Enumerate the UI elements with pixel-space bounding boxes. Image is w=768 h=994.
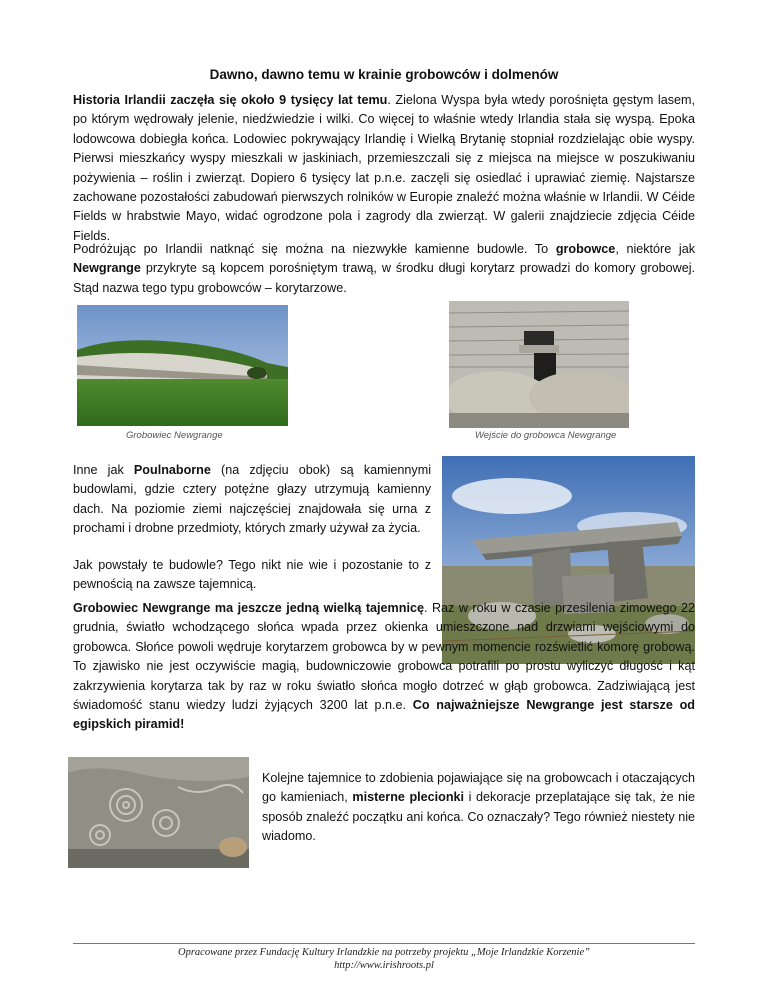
carved-stone-photo — [68, 757, 249, 868]
paragraph-text: przykryte są kopcem porośniętym trawą, w środku długi korytarz prowadzi do komory grobowej. Stąd nazwa tego typu grobowców – korytarzowe. — [73, 261, 695, 295]
footer-divider — [73, 943, 695, 944]
footer-credit: Opracowane przez Fundację Kultury Irlandzkie na potrzeby projektu „Moje Irlandzkie Korzenie” — [178, 947, 590, 958]
paragraph-decorations — [262, 769, 695, 847]
paragraph-history — [73, 91, 695, 246]
paragraph-text: Kolejne tajemnice to zdobienia pojawiające się na grobowcach i otaczających go kamieniach, — [262, 771, 695, 805]
paragraph-poulnaborne — [73, 461, 431, 539]
paragraph-text: . Zielona Wyspa była wtedy porośnięta gęstym lasem, po którym wędrowały jelenie, niedźwiedzie i wilki. Co więcej to właśnie wtedy Irlandia stała się wyspą. Epoka lodowcowa dobiegła końca. Lodowiec pokrywający Irlandię i Wielką Brytanię stopniał rozdzielając obie wyspy. Pierwsi mieszkańcy wyspy mieszkali w jaskiniach, przemieszczali się z miejsca na miejsce w poszukiwaniu pożywienia – roślin i zwierząt. Dopiero 6 tysięcy lat p.n.e. zaczęli się osiedlać i uprawiać ziemię. Najstarsze zachowane pozostałości zabudowań pierwszych rolników w Europie znaleźć można właśnie w Irlandii. W Céide Fields w hrabstwie Mayo, widać ogrodzone pola i zagrody dla zwierząt. W galerii znajdziecie zdjęcia Céide Fields. — [73, 93, 695, 243]
bold-lead: Grobowiec Newgrange ma jeszcze jedną wielką tajemnicę — [73, 601, 424, 615]
newgrange-entrance-photo — [449, 301, 629, 428]
paragraph-text: (na zdjęciu obok) są kamiennymi budowlami, gdzie cztery potężne głazy utrzymują kamienny dach. Na poziomie ziemi najczęściej znajdowała się urna z prochami i drobne przedmioty, których zmarły używał za życia. — [73, 463, 432, 536]
newgrange-photo — [77, 305, 288, 426]
paragraph-text: Inne jak — [73, 463, 134, 477]
bold-lead: Historia Irlandii zaczęła się około 9 tysięcy lat temu — [73, 93, 388, 107]
caption-newgrange-entrance: Wejście do grobowca Newgrange — [475, 430, 617, 441]
bold-term-newgrange: Newgrange — [73, 261, 141, 276]
bold-conclusion: Co najważniejsze Newgrange jest starsze od egipskich piramid! — [73, 698, 695, 732]
paragraph-text: Podróżując po Irlandii natknąć się można na niezwykłe kamienne budowle. To — [73, 242, 556, 256]
paragraph-tombs — [73, 240, 695, 298]
paragraph-text: , niektóre jak — [615, 242, 695, 256]
bold-term-poulnaborne: Poulnaborne — [133, 463, 211, 477]
page-title: Dawno, dawno temu w krainie grobowców i dolmenów — [209, 67, 559, 82]
caption-newgrange: Grobowiec Newgrange — [126, 430, 223, 441]
paragraph-text: i dekoracje przeplatające się tak, że nie sposób znaleźć początku ani końca. Co oznaczały? Tego również niestety nie wiadomo. — [262, 790, 695, 844]
paragraph-question: Jak powstały te budowle? Tego nikt nie wie i pozostanie to z pewnością na zawsze tajemnicą. — [73, 558, 431, 592]
footer-url: http://www.irishroots.pl — [334, 960, 434, 971]
bold-term-grobowce: grobowce — [555, 242, 616, 256]
bold-term-plecionki: misterne plecionki — [352, 790, 465, 805]
paragraph-text: . Raz w roku w czasie przesilenia zimowego 22 grudnia, światło wchodzącego słońca wpada przez okienka umieszczone nad drzwiami wejściowymi do grobowca. Słońce powoli wędruje korytarzem grobowca by w pewnym momencie rozświetlić komorę grobową. To zjawisko nie jest oczywiście magią, budowniczowie grobowca potrafili po prostu wyliczyć długość i kąt zakrzywienia korytarza tak by raz w roku światło słońca mogło dotrzeć w głąb grobowca. Zadziwiającą jest świadomość stanu wiedzy ludzi żyjących 3200 lat p.n.e. — [73, 601, 696, 713]
paragraph-mystery — [73, 599, 695, 735]
